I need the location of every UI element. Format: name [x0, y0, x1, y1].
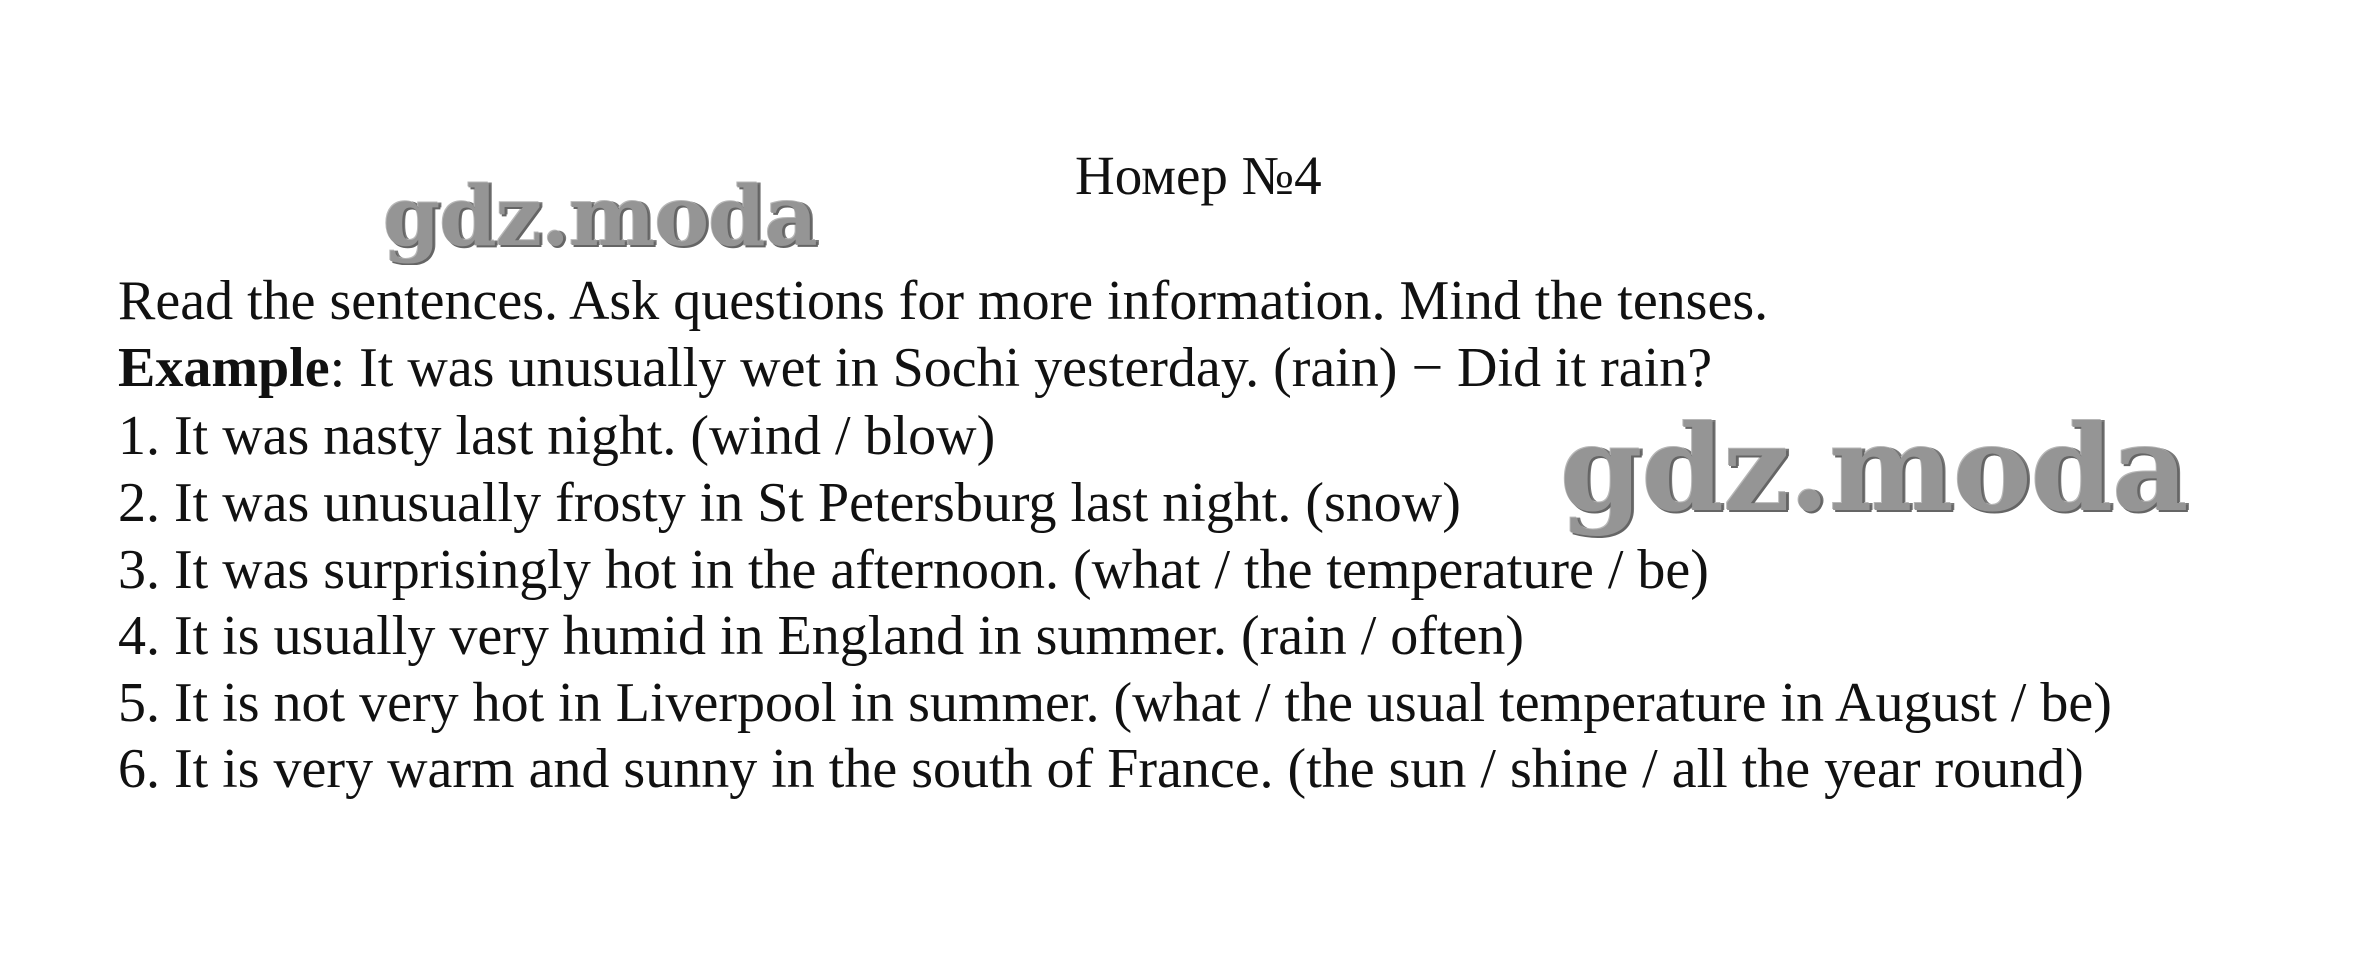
- exercise-item-6: 6. It is very warm and sunny in the south of France. (the sun / shine / all the year round): [118, 738, 2084, 800]
- example-text: : It was unusually wet in Sochi yesterday. (rain) − Did it rain?: [329, 337, 1713, 399]
- example-label: Example: [118, 337, 330, 399]
- exercise-item-3: 3. It was surprisingly hot in the afternoon. (what / the temperature / be): [118, 539, 1709, 601]
- watermark-logo-large: gdz.moda: [1560, 399, 2188, 538]
- instruction-text: Read the sentences. Ask questions for more information. Mind the tenses.: [118, 270, 1769, 332]
- exercise-item-4: 4. It is usually very humid in England in summer. (rain / often): [118, 605, 1524, 667]
- exercise-item-2: 2. It was unusually frosty in St Petersburg last night. (snow): [118, 472, 1461, 534]
- page-title: Номер №4: [1075, 145, 1322, 206]
- exercise-item-5: 5. It is not very hot in Liverpool in summer. (what / the usual temperature in August / be): [118, 672, 2112, 734]
- watermark-logo: gdz.moda: [383, 169, 817, 265]
- example-line: [118, 337, 1713, 399]
- exercise-item-1: 1. It was nasty last night. (wind / blow): [118, 405, 996, 467]
